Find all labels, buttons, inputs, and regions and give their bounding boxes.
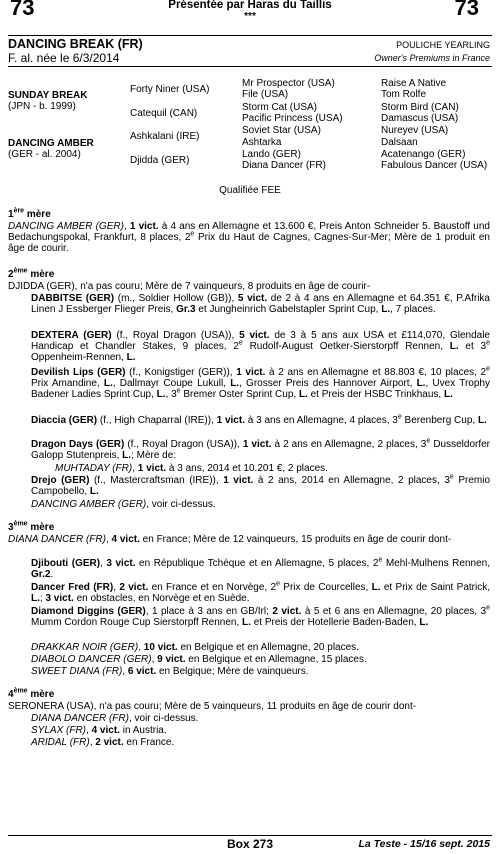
- produce-devilish-lips: Devilish Lips (GER) (f., Konigstiger (GER)), 1 vict. à 2 ans en Allemagne et 88.803 €, 10 places, 2e Prix Amandine, L., Dallmayr Coupe Lukull, L., Grosser Preis des Hannover Airport, L., Uvex Trophy Badener Ladies Sprint Cup, L., 3e Bremer Oster Sprint Cup, L. et Preis der HSBC Trinkhaus, L.: [31, 365, 491, 400]
- produce-dextera: DEXTERA (GER) (f., Royal Dragon (USA)), 5 vict. de 3 à 5 ans aux USA et £114,070, Glendale Handicap et Chandler Stakes, 9 places, 2e Rudolf-August Oetker-Sierstorpff Rennen, L. et 3e Oppenheim-Rennen, L.: [31, 330, 490, 363]
- first-dam-text: DANCING AMBER (GER), 1 vict. à 4 ans en Allemagne et 13.600 €, Preis Anton Schneider 5. Baustoff und Bedachungspokal, Frankfurt, 8 places, 2e Prix du Haut de Cagnes, Cagnes-Sur-Mer; Mère de 1 produit en âge de courir.: [8, 221, 490, 254]
- header-rule-top: [8, 35, 492, 36]
- pedigree-gggs-1: Raise A Native: [381, 78, 447, 89]
- produce-sylax: SYLAX (FR), 4 vict. in Austria.: [31, 725, 167, 736]
- produce-dancing-amber: DANCING AMBER (GER), voir ci-dessus.: [31, 499, 216, 510]
- consignor-title: Présentée par Haras du Taillis: [168, 0, 332, 11]
- pedigree-gs-3: Ashkalani (IRE): [130, 131, 200, 142]
- pedigree-gggs-4: Damascus (USA): [381, 113, 459, 124]
- produce-drakkar-noir: DRAKKAR NOIR (GER), 10 vict. en Belgique et en Allemagne, 20 places.: [31, 642, 359, 653]
- sale-category: POULICHE YEARLING: [396, 40, 490, 50]
- pedigree-sire: SUNDAY BREAK: [8, 90, 88, 101]
- horse-name: DANCING BREAK (FR): [8, 37, 143, 51]
- second-dam-intro: DJIDDA (GER), n'a pas couru; Mère de 7 vainqueurs, 8 produits en âge de courir-: [8, 281, 371, 292]
- footer-box-number: Box 273: [226, 837, 274, 851]
- pedigree-gggs-7: Acatenango (GER): [381, 149, 466, 160]
- pedigree-ggs-7: Lando (GER): [242, 149, 301, 160]
- pedigree-sire-desc: (JPN - b. 1999): [8, 101, 76, 112]
- pedigree-gs-1: Forty Niner (USA): [130, 84, 210, 95]
- footer-venue: La Teste - 15/16 sept. 2015: [358, 838, 490, 850]
- produce-sweet-diana: SWEET DIANA (FR), 6 vict. en Belgique; Mère de vainqueurs.: [31, 666, 309, 677]
- title-stars: ***: [244, 11, 256, 22]
- pedigree-ggs-2: File (USA): [242, 89, 289, 100]
- pedigree-ggs-5: Soviet Star (USA): [242, 125, 321, 136]
- pedigree-ggs-6: Ashtarka: [242, 137, 282, 148]
- produce-diabolo-dancer: DIABOLO DANCER (GER), 9 vict. en Belgique et en Allemagne, 15 places.: [31, 654, 367, 665]
- pedigree-gggs-3: Storm Bird (CAN): [381, 102, 459, 113]
- pedigree-dam-desc: (GER - al. 2004): [8, 149, 81, 160]
- consignment-type: Owner's Premiums in France: [374, 53, 490, 63]
- pedigree-gggs-2: Tom Rolfe: [381, 89, 427, 100]
- pedigree-dam: DANCING AMBER: [8, 138, 94, 149]
- produce-djibouti: Djibouti (GER), 3 vict. en République Tchèque et en Allemagne, 5 places, 2e Mehl-Mulhens Rennen, Gr.2.: [31, 556, 490, 580]
- produce-muhtaday: MUHTADAY (FR), 1 vict. à 3 ans, 2014 et 10.201 €, 2 places.: [55, 463, 328, 474]
- section-third-dam: 3ème mère: [8, 520, 55, 533]
- section-fourth-dam: 4ème mère: [8, 687, 55, 700]
- section-first-dam: 1ère mère: [8, 207, 51, 220]
- pedigree-ggs-3: Storm Cat (USA): [242, 102, 318, 113]
- pedigree-gggs-8: Fabulous Dancer (USA): [381, 160, 488, 171]
- header-rule-bottom: [8, 66, 492, 67]
- pedigree-gs-4: Djidda (GER): [130, 155, 190, 166]
- produce-diaccia: Diaccia (GER) (f., High Chaparral (IRE)), 1 vict. à 3 ans en Allemagne, 4 places, 3e Berenberg Cup, L.: [31, 413, 487, 426]
- pedigree-gggs-6: Dalsaan: [381, 137, 418, 148]
- lot-number-right: 73: [454, 0, 479, 20]
- produce-dancer-fred: Dancer Fred (FR), 2 vict. en France et en Norvège, 2e Prix de Courcelles, L. et Prix de Saint Patrick, L.; 3 vict. en obstacles, en Norvège et en Suède.: [31, 580, 490, 604]
- pedigree-gs-2: Catequil (CAN): [130, 108, 198, 119]
- fourth-dam-intro: SERONERA (USA), n'a pas couru; Mère de 5 vainqueurs, 11 produits en âge de courir dont-: [8, 701, 417, 712]
- third-dam-intro: DIANA DANCER (FR), 4 vict. en France; Mère de 12 vainqueurs, 15 produits en âge de courir dont-: [8, 534, 452, 545]
- produce-dragon-days: Dragon Days (GER) (f., Royal Dragon (USA)), 1 vict. à 2 ans en Allemagne, 2 places, 3e Dusseldorfer Galopp Stutenpreis, L.; Mère de:: [31, 437, 491, 461]
- footer-rule: [8, 835, 492, 836]
- pedigree-ggs-1: Mr Prospector (USA): [242, 78, 335, 89]
- lot-number-left: 73: [10, 0, 35, 20]
- produce-diana-dancer: DIANA DANCER (FR), voir ci-dessus.: [31, 713, 199, 724]
- pedigree-ggs-4: Pacific Princess (USA): [242, 113, 343, 124]
- qualification: Qualifiée FEE: [219, 185, 281, 196]
- horse-description: F. al. née le 6/3/2014: [8, 51, 120, 65]
- produce-diamond-diggins: Diamond Diggins (GER), 1 place à 3 ans en GB/Irl; 2 vict. à 5 et 6 ans en Allemagne, 20 places, 3e Mumm Cordon Rouge Cup Sierstorpff Rennen, L. et Preis der Hotellerie Baden-Baden, L.: [31, 604, 490, 628]
- section-second-dam: 2ème mère: [8, 267, 55, 280]
- pedigree-ggs-8: Diana Dancer (FR): [242, 160, 326, 171]
- pedigree-gggs-5: Nureyev (USA): [381, 125, 449, 136]
- produce-dabbitse: DABBITSE (GER) (m., Soldier Hollow (GB)), 5 vict. de 2 à 4 ans en Allemagne et 64.351 €, P.Afrika Linen J Essberger Flieger Preis, Gr.3 et Jungheinrich Gabelstapler Sprint Cup, L., 7 places.: [31, 293, 490, 315]
- produce-drejo: Drejo (GER) (f., Mastercraftsman (IRE)), 1 vict. à 2 ans, 2014 en Allemagne, 2 places, 3e Premio Campobello, L.: [31, 473, 491, 497]
- produce-aridal: ARIDAL (FR), 2 vict. en France.: [31, 737, 175, 748]
